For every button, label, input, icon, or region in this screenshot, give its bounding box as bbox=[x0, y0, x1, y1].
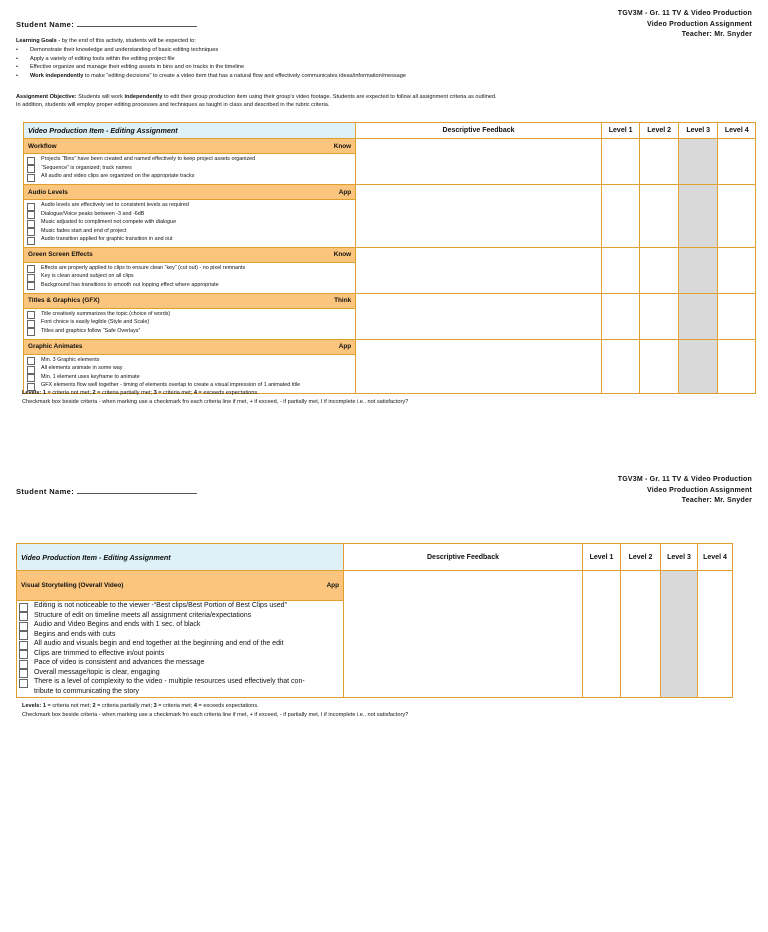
section-title: Titles & Graphics (GFX) bbox=[28, 297, 100, 304]
criteria-checkbox[interactable] bbox=[27, 328, 35, 336]
criteria-checkbox[interactable] bbox=[19, 631, 28, 640]
level-desc: = criteria partially met; bbox=[95, 703, 154, 709]
criteria-text: Audio and Video Begins and ends with 1 sec. of black bbox=[34, 621, 201, 628]
criteria-text: Audio levels are effectively set to consistent levels as required bbox=[41, 202, 189, 208]
section-title: Visual Storytelling (Overall Video) bbox=[21, 582, 124, 589]
criteria-text: Audio transition applied for graphic transition in and out bbox=[41, 236, 173, 242]
level2-cell[interactable] bbox=[640, 185, 679, 248]
level-desc: = criteria not met; bbox=[45, 703, 93, 709]
criteria-cell bbox=[24, 308, 356, 339]
level3-cell[interactable] bbox=[678, 185, 718, 248]
learning-goal-item bbox=[16, 72, 756, 81]
criteria-checkbox[interactable] bbox=[19, 669, 28, 678]
student-name-label: Student Name: bbox=[16, 487, 75, 496]
section-tag: App bbox=[326, 582, 339, 589]
section-header-row bbox=[24, 293, 756, 308]
criteria-checkbox[interactable] bbox=[27, 228, 35, 236]
assignment-title: Video Production Assignment bbox=[647, 20, 752, 28]
level3-header: Level 3 bbox=[678, 123, 718, 139]
criteria-checkbox[interactable] bbox=[27, 265, 35, 273]
criteria-item bbox=[27, 282, 352, 291]
level-desc: = exceeds expectations. bbox=[196, 703, 259, 709]
criteria-checkbox[interactable] bbox=[19, 660, 28, 669]
feedback-cell[interactable] bbox=[356, 185, 602, 248]
criteria-checkbox[interactable] bbox=[19, 650, 28, 659]
level-num: 4 bbox=[193, 390, 197, 396]
levels-label: Levels: bbox=[22, 390, 42, 396]
section-tag: Think bbox=[334, 297, 352, 304]
criteria-text: Min. 1 element uses keyframe to animate bbox=[41, 373, 140, 380]
objective-part1: Students will work bbox=[76, 94, 125, 100]
objective-line2: In addition, students will employ proper editing processes and techniques as taught in class and described in the rubric criteria. bbox=[16, 102, 330, 108]
criteria-checkbox[interactable] bbox=[27, 165, 35, 173]
level3-header: Level 3 bbox=[661, 544, 698, 571]
level4-header: Level 4 bbox=[718, 123, 756, 139]
criteria-text: All audio and visuals begin and end together at the beginning and end of the edit bbox=[34, 640, 284, 647]
level4-cell[interactable] bbox=[718, 185, 756, 248]
feedback-header: Descriptive Feedback bbox=[356, 123, 602, 139]
feedback-cell[interactable] bbox=[356, 139, 602, 185]
criteria-item bbox=[27, 365, 352, 374]
course-header bbox=[618, 9, 752, 41]
criteria-cell bbox=[24, 154, 356, 185]
criteria-item bbox=[27, 265, 352, 274]
level4-cell[interactable] bbox=[718, 293, 756, 339]
level-desc: = criteria met; bbox=[156, 703, 194, 709]
checkmark-instructions: Checkmark box beside criteria - when marking use a checkmark fro each criteria line if met, + if exceed, - if partially met, I if incomplete i.e.. not satisfactory? bbox=[22, 398, 409, 405]
criteria-text: Editing is not noticeable to the viewer -“Best clips/Best Portion of Best Clips used” bbox=[34, 602, 287, 609]
criteria-continuation: tribute to communicating the story bbox=[34, 687, 140, 695]
course-title: TGV3M - Gr. 11 TV & Video Production bbox=[617, 10, 752, 17]
level2-header: Level 2 bbox=[640, 123, 679, 139]
section-tag: Know bbox=[333, 251, 352, 258]
criteria-text: Dialogue/Voice peaks between -3 and -6dB bbox=[41, 210, 145, 217]
table-header-row bbox=[17, 544, 733, 571]
criteria-text: Begins and ends with cuts bbox=[34, 630, 116, 638]
section-tag: App bbox=[338, 188, 352, 196]
level2-cell[interactable] bbox=[640, 139, 679, 185]
criteria-text: There is a level of complexity to the video - multiple resources used effectively that con- bbox=[34, 678, 305, 685]
criteria-cell bbox=[17, 601, 344, 698]
levels-note-2 bbox=[22, 702, 408, 719]
criteria-item bbox=[27, 211, 352, 220]
section-tag: Know bbox=[333, 142, 352, 150]
level-desc: = criteria partially met; bbox=[95, 390, 154, 396]
level1-cell[interactable] bbox=[601, 339, 640, 393]
item-header: Video Production Item - Editing Assignment bbox=[24, 123, 356, 139]
level-num: 4 bbox=[193, 703, 197, 709]
criteria-checkbox[interactable] bbox=[19, 679, 28, 688]
criteria-text: Effects are properly applied to clips to ensure clean “key” (cut out) - no pixel remnants bbox=[41, 264, 246, 271]
student-name-row bbox=[16, 486, 197, 496]
criteria-item bbox=[27, 236, 352, 245]
level1-cell[interactable] bbox=[583, 571, 621, 698]
section-title: Green Screen Effects bbox=[28, 251, 93, 258]
criteria-item bbox=[19, 640, 341, 650]
criteria-item bbox=[27, 357, 352, 366]
criteria-text: Projects “Bins” have been created and named effectively to keep project assets organized bbox=[41, 156, 256, 162]
criteria-item bbox=[19, 650, 341, 660]
criteria-item bbox=[27, 173, 352, 182]
criteria-text: Min. 3 Graphic elements bbox=[41, 356, 100, 363]
criteria-item bbox=[19, 612, 341, 622]
criteria-text: Titles and graphics follow “Safe Overlays” bbox=[41, 327, 141, 334]
level3-cell[interactable] bbox=[678, 247, 718, 293]
section-header-row bbox=[24, 339, 756, 354]
criteria-item bbox=[27, 311, 352, 320]
criteria-checkbox[interactable] bbox=[27, 237, 35, 245]
checkmark-instructions: Checkmark box beside criteria - when marking use a checkmark fro each criteria line if met, + if exceed, - if partially met, I if incomplete i.e.. not satisfactory? bbox=[22, 711, 409, 718]
level-num: 2 bbox=[92, 703, 96, 709]
criteria-item bbox=[19, 602, 341, 612]
criteria-checkbox[interactable] bbox=[27, 211, 35, 219]
level1-header: Level 1 bbox=[583, 544, 621, 571]
criteria-item bbox=[27, 165, 352, 174]
feedback-cell[interactable] bbox=[356, 247, 602, 293]
criteria-text: Structure of edit on timeline meets all assignment criteria/expectations bbox=[34, 611, 252, 619]
criteria-checkbox[interactable] bbox=[19, 603, 28, 612]
level1-cell[interactable] bbox=[601, 139, 640, 185]
level2-cell[interactable] bbox=[640, 247, 679, 293]
level2-cell[interactable] bbox=[621, 571, 661, 698]
learning-goal-item: • Effective organize and manage their editing assets in bins and on tracks in the timeline bbox=[16, 63, 756, 72]
section-header-row bbox=[17, 571, 733, 601]
criteria-checkbox[interactable] bbox=[27, 157, 35, 165]
learning-goal-item: • Demonstrate their knowledge and understanding of basic editing techniques bbox=[16, 46, 756, 55]
section-header-row bbox=[24, 139, 756, 154]
teacher-name: Teacher: Mr. Snyder bbox=[681, 497, 752, 504]
criteria-item bbox=[19, 678, 341, 688]
course-header bbox=[618, 475, 752, 507]
objective-part2: to edit their group production item using their group’s video footage. Students are expected to follow all assignment criteria as outlined. bbox=[162, 94, 497, 100]
section-header-row bbox=[24, 185, 756, 200]
criteria-checkbox[interactable] bbox=[27, 282, 35, 290]
criteria-item bbox=[27, 219, 352, 228]
criteria-checkbox[interactable] bbox=[27, 203, 35, 211]
level3-cell[interactable] bbox=[661, 571, 698, 698]
criteria-text: Clips are trimmed to effective in/out points bbox=[34, 649, 165, 657]
section-title: Graphic Animates bbox=[28, 343, 83, 350]
level4-cell[interactable] bbox=[698, 571, 733, 698]
objective-title: Assignment Objective: bbox=[16, 94, 77, 100]
criteria-text: Pace of video is consistent and advances the message bbox=[34, 659, 205, 666]
learning-goals-intro: by the end of this activity, students will be expected to: bbox=[60, 38, 196, 44]
level-num: 1 bbox=[42, 703, 46, 709]
level3-cell[interactable] bbox=[678, 293, 718, 339]
criteria-checkbox[interactable] bbox=[27, 366, 35, 374]
assignment-objective bbox=[16, 93, 756, 109]
criteria-text: Overall message/topic is clear, engaging bbox=[34, 668, 160, 676]
criteria-checkbox[interactable] bbox=[27, 174, 35, 182]
feedback-cell[interactable] bbox=[356, 293, 602, 339]
criteria-text: Title creatively summarizes the topic (choice of words) bbox=[41, 310, 171, 317]
student-name-label: Student Name: bbox=[16, 20, 75, 29]
level1-header: Level 1 bbox=[601, 123, 640, 139]
criteria-item bbox=[19, 669, 341, 679]
criteria-text: All elements animate in some way bbox=[41, 365, 123, 371]
level4-cell[interactable] bbox=[718, 339, 756, 393]
level2-cell[interactable] bbox=[640, 293, 679, 339]
criteria-text: GFX elements flow well together - timing of elements overlap to create a visual impression of 1 animated title bbox=[41, 382, 301, 388]
criteria-item bbox=[27, 374, 352, 383]
criteria-checkbox[interactable] bbox=[19, 622, 28, 631]
criteria-text: Background has transitions to smooth out lopping effect where appropriate bbox=[41, 281, 219, 288]
criteria-item bbox=[27, 202, 352, 211]
level4-header: Level 4 bbox=[698, 544, 733, 571]
section-title: Workflow bbox=[28, 142, 57, 150]
criteria-item bbox=[19, 659, 341, 669]
criteria-checkbox[interactable] bbox=[27, 311, 35, 319]
learning-goal-rest: to make “editing decisions” to create a video item that has a natural flow and effectively communicates ideas/information/message bbox=[83, 73, 406, 80]
criteria-checkbox[interactable] bbox=[27, 374, 35, 382]
rubric-table-1 bbox=[23, 122, 756, 394]
learning-goals bbox=[16, 37, 756, 81]
level1-cell[interactable] bbox=[601, 185, 640, 248]
feedback-header: Descriptive Feedback bbox=[344, 544, 583, 571]
level-num: 3 bbox=[153, 390, 157, 396]
criteria-checkbox[interactable] bbox=[27, 357, 35, 365]
criteria-text: All audio and video clips are organized on the appropriate tracks bbox=[41, 173, 195, 179]
level2-cell[interactable] bbox=[640, 339, 679, 393]
table-header-row bbox=[24, 123, 756, 139]
level-num: 1 bbox=[42, 390, 46, 396]
learning-goal-item: • Apply a variety of editing tools within the editing project file bbox=[16, 55, 756, 64]
level-desc: = criteria not met; bbox=[45, 390, 93, 396]
criteria-item bbox=[27, 273, 352, 282]
criteria-text: Music fades start and end of project bbox=[41, 227, 127, 234]
level3-cell[interactable] bbox=[678, 339, 718, 393]
assignment-title: Video Production Assignment bbox=[647, 486, 752, 494]
level-num: 3 bbox=[153, 703, 157, 709]
criteria-item bbox=[19, 631, 341, 641]
criteria-checkbox[interactable] bbox=[19, 612, 28, 621]
criteria-cell bbox=[24, 200, 356, 248]
criteria-text: Font choice is easily legible (Style and Scale) bbox=[41, 319, 150, 325]
learning-goals-title: Learning Goals - bbox=[16, 38, 61, 44]
student-name-field[interactable] bbox=[77, 19, 197, 27]
level-desc: = exceeds expectations. bbox=[196, 390, 259, 396]
criteria-checkbox[interactable] bbox=[19, 641, 28, 650]
criteria-checkbox[interactable] bbox=[27, 220, 35, 228]
student-name-field[interactable] bbox=[77, 486, 197, 494]
level1-cell[interactable] bbox=[601, 293, 640, 339]
levels-note-1 bbox=[22, 389, 408, 406]
course-title: TGV3M - Gr. 11 TV & Video Production bbox=[617, 476, 752, 483]
feedback-cell[interactable] bbox=[344, 571, 583, 698]
level3-cell[interactable] bbox=[678, 139, 718, 185]
levels-label: Levels: bbox=[22, 703, 42, 709]
criteria-item bbox=[27, 228, 352, 237]
level1-cell[interactable] bbox=[601, 247, 640, 293]
criteria-item bbox=[27, 319, 352, 328]
criteria-checkbox[interactable] bbox=[27, 274, 35, 282]
student-name-row bbox=[16, 19, 197, 29]
level-desc: = criteria met; bbox=[156, 390, 194, 396]
criteria-text: Music adjusted to compliment not compete with dialogue bbox=[41, 219, 177, 225]
level2-header: Level 2 bbox=[621, 544, 661, 571]
learning-goals-list bbox=[16, 46, 756, 81]
rubric-table-2 bbox=[16, 543, 733, 698]
section-tag: App bbox=[338, 343, 352, 350]
item-header: Video Production Item - Editing Assignment bbox=[17, 544, 344, 571]
section-header-row bbox=[24, 247, 756, 262]
criteria-checkbox[interactable] bbox=[27, 320, 35, 328]
criteria-cell bbox=[24, 354, 356, 393]
learning-goal-bold: Work independently bbox=[30, 73, 84, 80]
level4-cell[interactable] bbox=[718, 139, 756, 185]
criteria-item bbox=[19, 621, 341, 631]
objective-bold: independently bbox=[124, 94, 163, 100]
criteria-cell bbox=[24, 262, 356, 293]
criteria-text: “Sequence” is organized; track names bbox=[41, 164, 132, 171]
teacher-name: Teacher: Mr. Snyder bbox=[681, 31, 752, 38]
level-num: 2 bbox=[92, 390, 96, 396]
criteria-item bbox=[27, 328, 352, 337]
level4-cell[interactable] bbox=[718, 247, 756, 293]
criteria-text: Key is clean around subject on all clips bbox=[41, 273, 134, 279]
feedback-cell[interactable] bbox=[356, 339, 602, 393]
criteria-item bbox=[27, 156, 352, 165]
section-title: Audio Levels bbox=[28, 188, 68, 196]
